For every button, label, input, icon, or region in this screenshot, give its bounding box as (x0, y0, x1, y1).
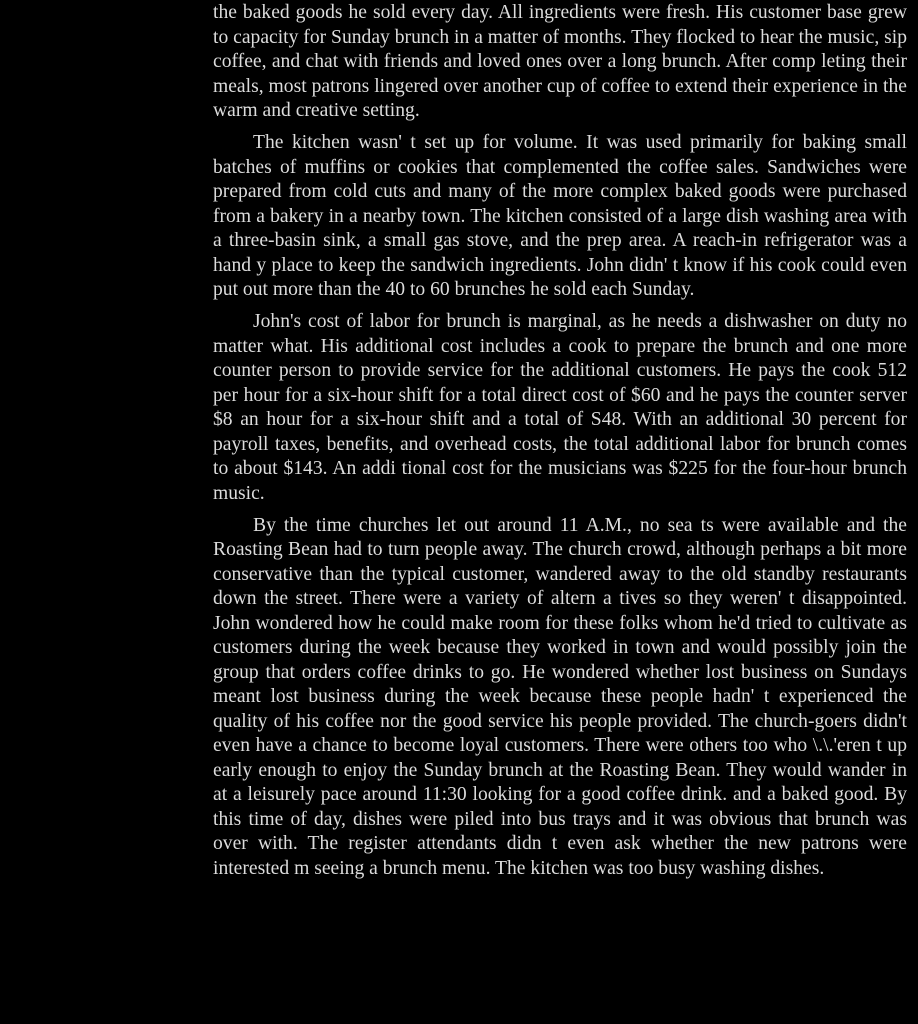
paragraph-church-crowd: By the time churches let out around 11 A.M., no sea ts were available and the Roasting Bean had to turn people away. The church crowd, although perhaps a bit more conservative than the typical customer, wandered away to the old standby restaurants down the street. There were a variety of altern a tives so they weren' t disappointed. John wondered how he could make room for these folks whom he'd tried to cultivate as customers during the week because they worked in town and would possibly join the group that orders coffee drinks to go. He wondered whether lost business on Sundays meant lost business during the week because these people hadn' t experienced the quality of his coffee nor the good service his people provided. The church-goers didn't even have a chance to become loyal customers. There were others too who \.\.'eren t up early enough to enjoy the Sunday brunch at the Roasting Bean. They would wander in at a leisurely pace around 11:30 looking for a good coffee drink. and a baked good. By this time of day, dishes were piled into bus trays and it was obvious that brunch was over with. The register attendants didn t even ask whether the new patrons were interested m seeing a brunch menu. The kitchen was too busy washing dishes. (213, 514, 907, 879)
paragraph-labor-cost: John's cost of labor for brunch is marginal, as he needs a dishwasher on duty no matter what. His additional cost includes a cook to prepare the brunch and one more counter person to provide service for the additional customers. He pays the cook 512 per hour for a six-hour shift for a total direct cost of $60 and he pays the counter server $8 an hour for a six-hour shift and a total of S48. With an additional 30 percent for payroll taxes, benefits, and overhead costs, the total additional labor for brunch comes to about $143. An addi tional cost for the musicians was $225 for the four-hour brunch music. (213, 311, 907, 504)
document-page (213, 1, 907, 889)
paragraph-kitchen: The kitchen wasn' t set up for volume. It was used primarily for baking small batches of muffins or cookies that complemented the coffee sales. Sandwiches were prepared from cold cuts and many of the more complex baked goods were purchased from a bakery in a nearby town. The kitchen consisted of a large dish washing area with a three-basin sink, a small gas stove, and the prep area. A reach-in refrigerator was a hand y place to keep the sandwich ingredients. John didn' t know if his cook could even put out more than the 40 to 60 brunches he sold each Sunday. (213, 132, 907, 300)
paragraph-continuation: the baked goods he sold every day. All ingredients were fresh. His customer base grew to capacity for Sunday brunch in a matter of months. They flocked to hear the music, sip coffee, and chat with friends and loved ones over a long brunch. After comp leting their meals, most patrons lingered over another cup of coffee to extend their experience in the warm and creative setting. (213, 2, 907, 121)
